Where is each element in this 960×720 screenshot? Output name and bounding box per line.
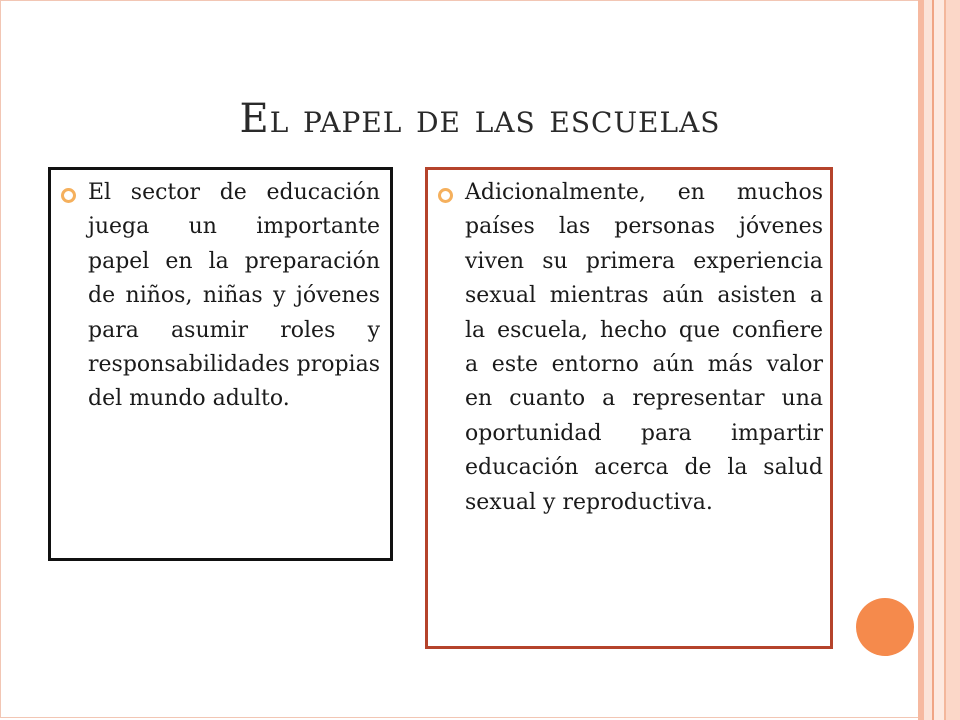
left-text-box: [48, 167, 393, 561]
right-paragraph: Adicionalmente, en muchos países las personas jóvenes viven su primera experiencia sexual mientras aún asisten a la escuela, hecho que confiere a este entorno aún más valor en cuanto a representar una oportunidad para impartir educación acerca de la salud sexual y reproductiva.: [465, 180, 823, 515]
left-paragraph: El sector de educación juega un importante papel en la preparación de niños, niñas y jóvenes para asumir roles y responsabilidades propias del mundo adulto.: [88, 180, 380, 412]
decorative-stripe: [934, 0, 944, 720]
bullet-icon: [438, 188, 453, 203]
right-text-box: [425, 167, 833, 649]
decorative-circle: [856, 598, 914, 656]
bullet-icon: [61, 188, 76, 203]
decorative-stripe: [946, 0, 960, 720]
slide-title: El papel de las escuelas: [239, 96, 721, 142]
decorative-stripe: [924, 0, 932, 720]
